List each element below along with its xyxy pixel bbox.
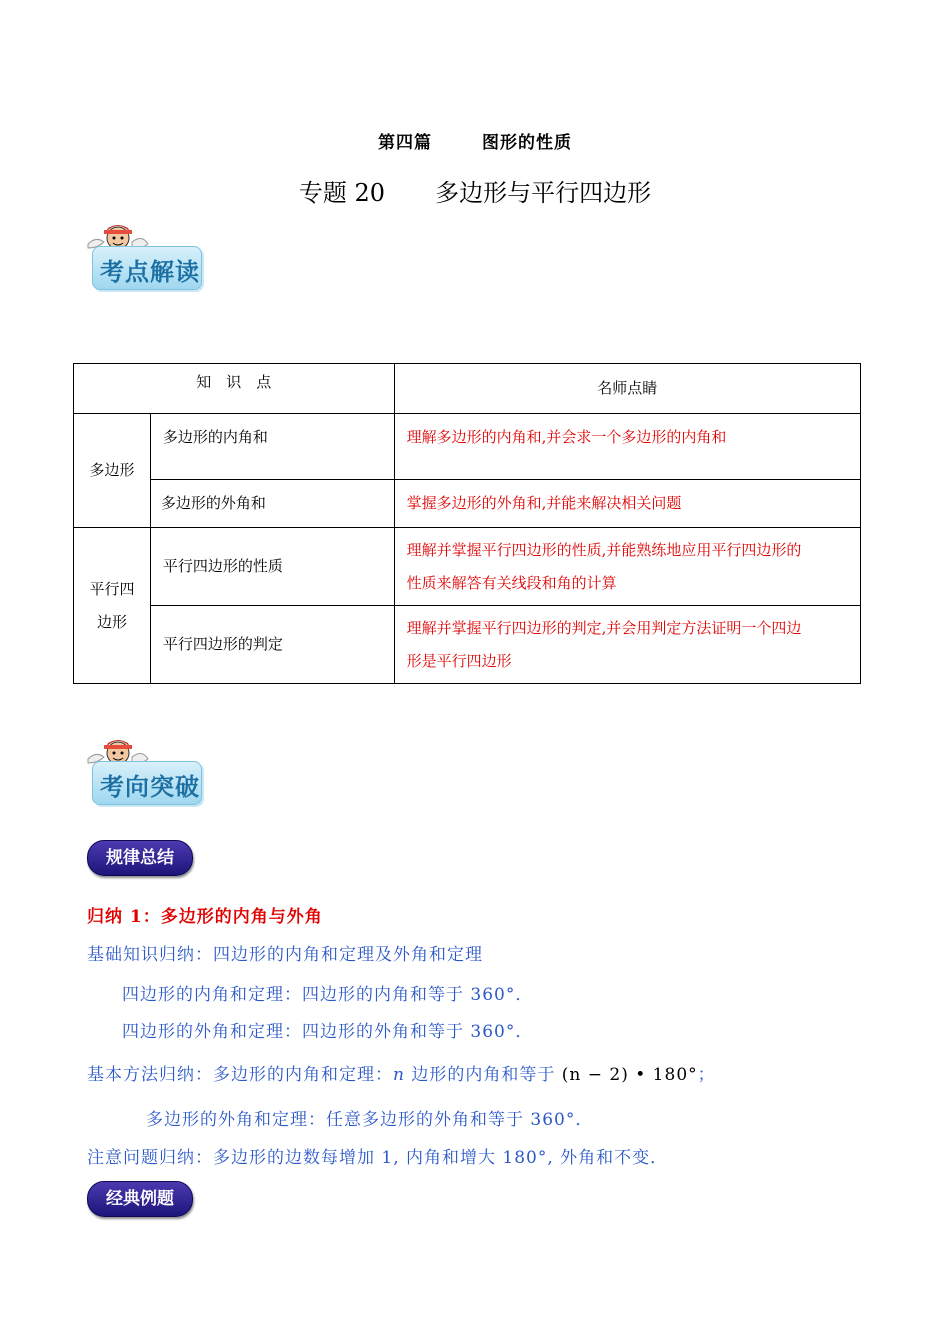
method-end: ； [697,1065,716,1085]
point-cell: 多边形的内角和 [150,414,394,480]
part-name: 图形的性质 [482,133,572,153]
basic-knowledge-line: 基础知识归纳：四边形的内角和定理及外角和定理 [87,945,483,965]
tip-line: 形是平行四边形 [406,651,512,670]
part-label: 第四篇 [378,133,432,153]
method-mid: 边形的内角和等于 [404,1065,562,1085]
topic-name: 多边形与平行四边形 [435,179,652,207]
induction-heading: 归纳 1：多边形的内角与外角 [87,907,323,927]
classic-examples-pill: 经典例题 [87,1181,193,1217]
method-formula: (n − 2) • 180° [561,1065,698,1085]
tip-cell [394,606,860,684]
quad-interior-line: 四边形的内角和定理：四边形的内角和等于 360°． [122,985,534,1005]
table-row [74,606,861,684]
knowledge-table [73,363,861,684]
tip-line: 性质来解答有关线段和角的计算 [406,573,617,592]
rules-summary-pill: 规律总结 [87,840,193,876]
table-header-row [74,364,861,414]
part-title [0,128,950,153]
header-teacher-tips: 名师点睛 [394,364,860,414]
topic-label: 专题 20 [298,179,386,207]
tip-cell: 掌握多边形的外角和,并能来解决相关问题 [394,480,860,528]
tip-cell [394,528,860,606]
tip-line: 理解并掌握平行四边形的判定,并会用判定方法证明一个四边 [406,618,802,637]
point-cell: 平行四边形的性质 [150,528,394,606]
tip-line: 理解并掌握平行四边形的性质,并能熟练地应用平行四边形的 [406,540,802,559]
section-badge-exam-breakthrough [80,733,220,823]
method-prefix: 基本方法归纳：多边形的内角和定理： [87,1065,393,1085]
tip-cell: 理解多边形的内角和,并会求一个多边形的内角和 [394,414,860,480]
table-row [74,528,861,606]
header-knowledge-point: 知 识 点 [74,364,395,414]
attention-line: 注意问题归纳：多边形的边数每增加 1, 内角和增大 180°, 外角和不变． [87,1148,669,1168]
group-name-line: 平行四 [89,579,135,598]
table-row [74,480,861,528]
point-cell: 平行四边形的判定 [150,606,394,684]
group-name-line: 边形 [96,612,127,631]
topic-title [0,173,950,208]
method-n: n [393,1065,405,1085]
badge-label: 考点解读 [100,257,200,286]
group-parallelogram [74,528,151,684]
point-cell: 多边形的外角和 [150,480,394,528]
section-badge-exam-points [80,218,220,308]
method-line [87,1060,716,1085]
poly-exterior-line: 多边形的外角和定理：任意多边形的外角和等于 360°． [146,1110,594,1130]
table-row [74,414,861,480]
badge-label: 考向突破 [100,772,200,801]
group-polygon: 多边形 [74,414,151,528]
quad-exterior-line: 四边形的外角和定理：四边形的外角和等于 360°． [122,1022,534,1042]
